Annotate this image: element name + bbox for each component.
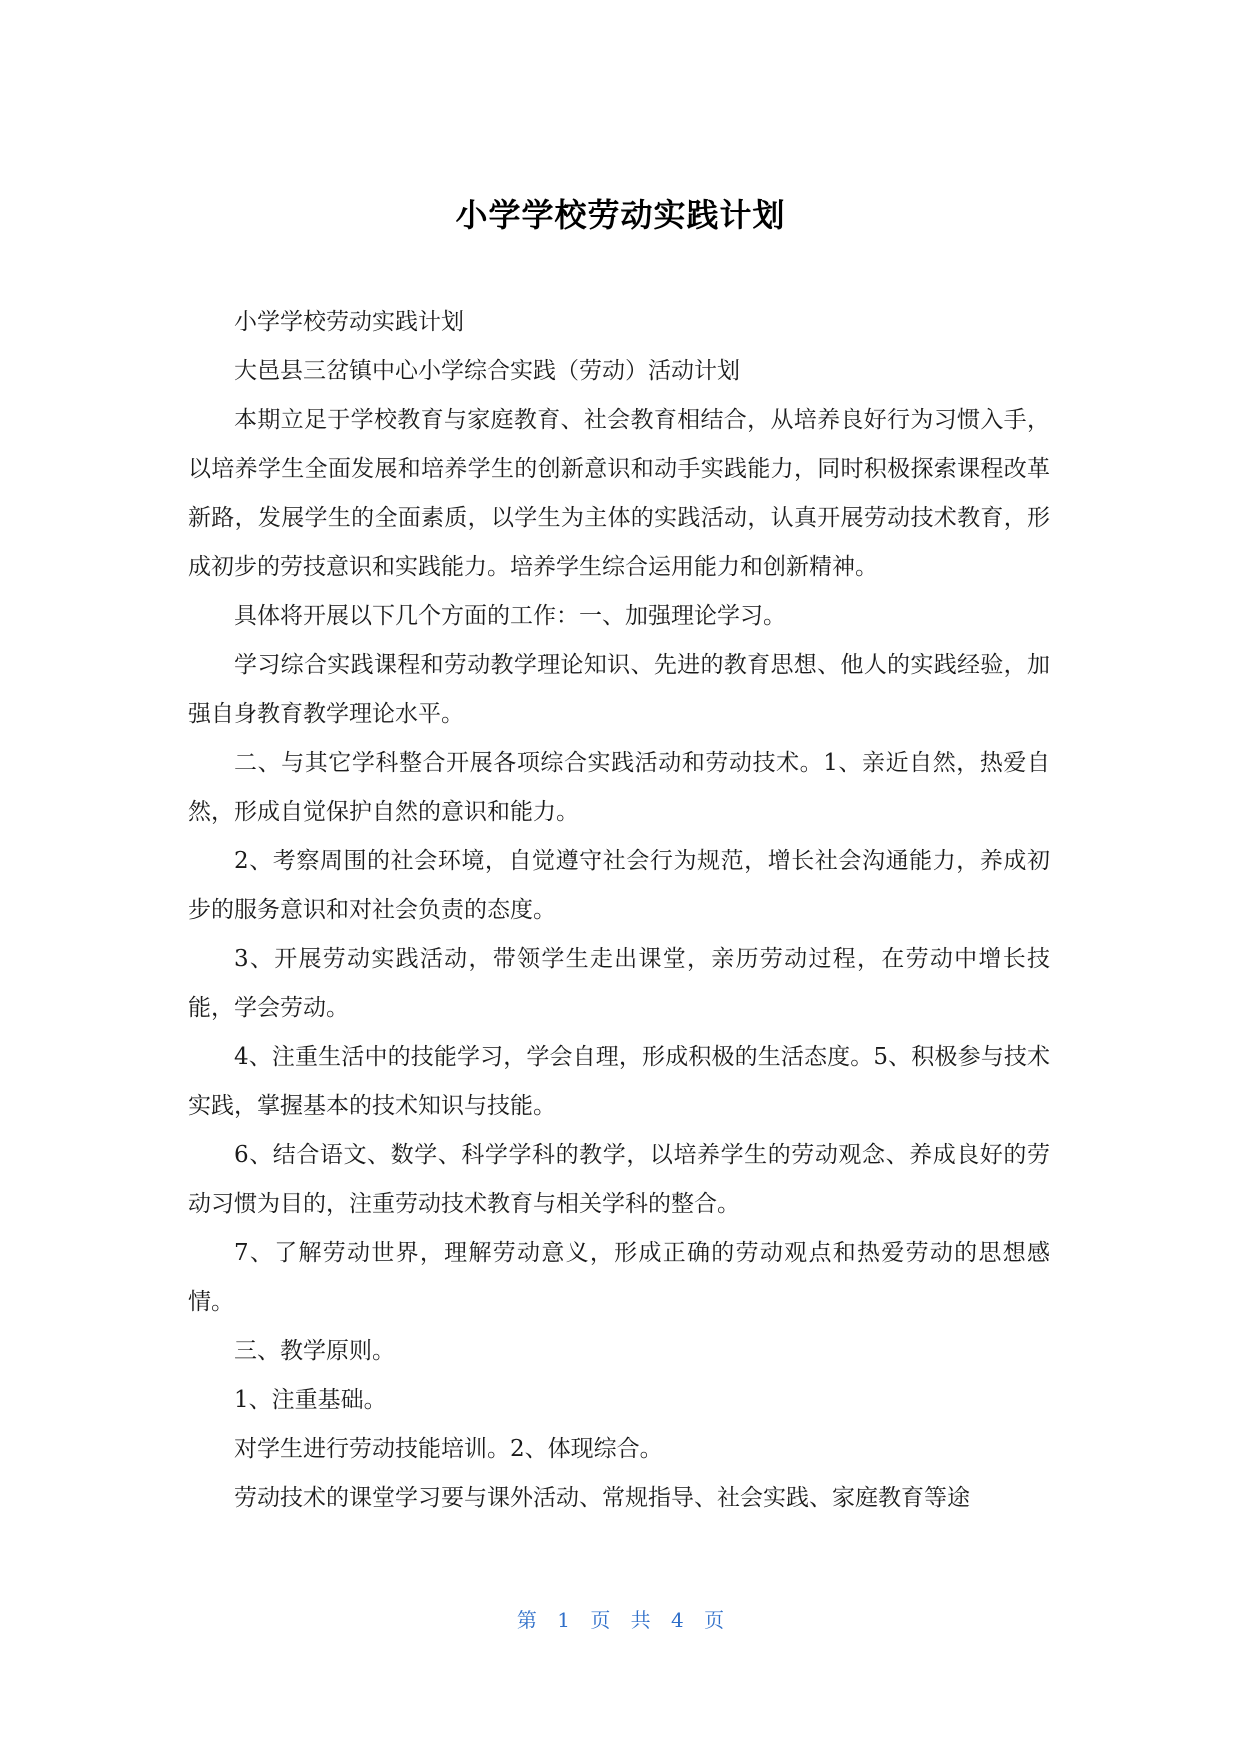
- document-body: [188, 298, 1050, 1523]
- paragraph: 6、结合语文、数学、科学学科的教学，以培养学生的劳动观念、养成良好的劳动习惯为目的，注重劳动技术教育与相关学科的整合。: [188, 1142, 1050, 1217]
- paragraph: 1、注重基础。: [234, 1387, 387, 1413]
- paragraph: 3、开展劳动实践活动，带领学生走出课堂，亲历劳动过程，在劳动中增长技能，学会劳动。: [188, 946, 1050, 1021]
- page-number-footer: 第 1 页 共 4 页: [516, 1608, 725, 1632]
- paragraph: 2、考察周围的社会环境，自觉遵守社会行为规范，增长社会沟通能力，养成初步的服务意识和对社会负责的态度。: [188, 848, 1050, 923]
- paragraph: 7、了解劳动世界，理解劳动意义，形成正确的劳动观点和热爱劳动的思想感情。: [188, 1240, 1050, 1315]
- paragraph: 大邑县三岔镇中心小学综合实践（劳动）活动计划: [234, 358, 740, 384]
- paragraph: 小学学校劳动实践计划: [234, 309, 464, 335]
- paragraph: 对学生进行劳动技能培训。2、体现综合。: [234, 1436, 663, 1462]
- paragraph: 二、与其它学科整合开展各项综合实践活动和劳动技术。1、亲近自然，热爱自然，形成自觉保护自然的意识和能力。: [188, 750, 1050, 825]
- document-title: 小学学校劳动实践计划: [455, 196, 786, 234]
- paragraph: 4、注重生活中的技能学习，学会自理，形成积极的生活态度。5、积极参与技术实践，掌握基本的技术知识与技能。: [188, 1044, 1050, 1119]
- paragraph: 三、教学原则。: [234, 1338, 395, 1364]
- paragraph: 具体将开展以下几个方面的工作：一、加强理论学习。: [234, 603, 786, 629]
- paragraph: 本期立足于学校教育与家庭教育、社会教育相结合，从培养良好行为习惯入手，以培养学生全面发展和培养学生的创新意识和动手实践能力，同时积极探索课程改革新路，发展学生的全面素质，以学生为主体的实践活动，认真开展劳动技术教育，形成初步的劳技意识和实践能力。培养学生综合运用能力和创新精神。: [188, 407, 1050, 580]
- paragraph: 劳动技术的课堂学习要与课外活动、常规指导、社会实践、家庭教育等途: [234, 1485, 970, 1511]
- paragraph: 学习综合实践课程和劳动教学理论知识、先进的教育思想、他人的实践经验，加强自身教育教学理论水平。: [188, 652, 1050, 727]
